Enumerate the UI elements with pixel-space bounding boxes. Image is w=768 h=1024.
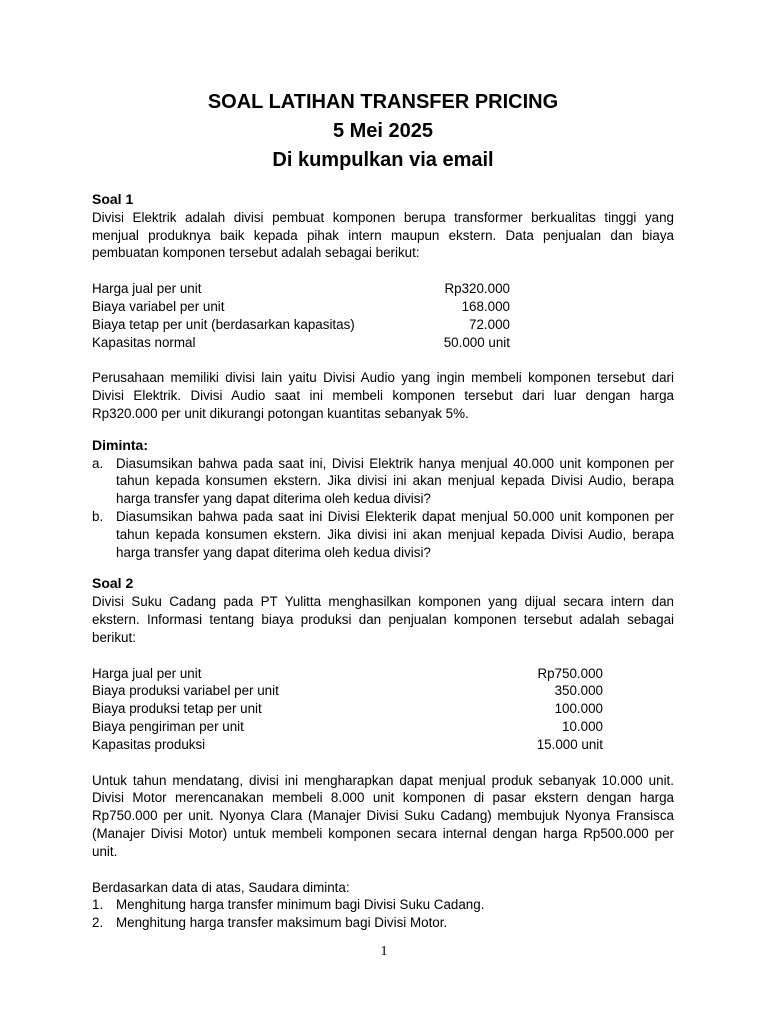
title-line-3: Di kumpulkan via email <box>272 149 494 171</box>
title-line-1: SOAL LATIHAN TRANSFER PRICING <box>207 91 559 113</box>
row-value: 72.000 <box>469 316 510 332</box>
diminta-heading: Diminta: <box>92 436 148 453</box>
soal1-paragraph-2: Perusahaan memiliki divisi lain yaitu Divisi Audio yang ingin membeli komponen tersebut dari Divisi Elektrik. Divisi Audio saat ini membeli komponen tersebut dari luar dengan harga Rp320.000 per unit dikurangi potongan kuantitas sebanyak 5%. <box>92 370 674 421</box>
list-item <box>92 508 674 561</box>
row-value: 50.000 unit <box>443 334 510 350</box>
title-line-2: 5 Mei 2025 <box>332 120 434 142</box>
table-row <box>92 665 603 683</box>
soal2-request: Berdasarkan data di atas, Saudara diminta: <box>92 879 350 895</box>
table-row <box>92 700 603 718</box>
table-row <box>92 316 510 334</box>
table-row <box>92 718 603 736</box>
soal1-intro: Divisi Elektrik adalah divisi pembuat komponen berupa transformer berkualitas tinggi yang menjual produknya baik kepada pihak intern maupun ekstern. Data penjualan dan biaya pembuatan komponen tersebut adalah sebagai berikut: <box>92 209 674 261</box>
row-value: 168.000 <box>461 298 510 314</box>
list-text: Menghitung harga transfer maksimum bagi Divisi Motor. <box>116 915 448 931</box>
row-label: Harga jual per unit <box>92 281 202 297</box>
list-item <box>92 455 674 508</box>
list-marker: b. <box>92 508 104 524</box>
row-label: Kapasitas normal <box>92 334 196 350</box>
document-title <box>92 88 674 175</box>
list-marker: 2. <box>92 915 104 931</box>
table-row <box>92 280 510 298</box>
page-number: 1 <box>380 944 388 959</box>
row-label: Biaya variabel per unit <box>92 298 225 314</box>
list-text: Menghitung harga transfer minimum bagi Divisi Suku Cadang. <box>116 897 485 913</box>
row-label: Biaya produksi variabel per unit <box>92 683 279 699</box>
row-value: 10.000 <box>562 718 603 734</box>
soal2-paragraph-2: Untuk tahun mendatang, divisi ini mengharapkan dapat menjual produk sebanyak 10.000 unit. Divisi Motor merencanakan membeli 8.000 unit komponen di pasar ekstern dengan harga Rp750.000 per unit. Nyonya Clara (Manajer Divisi Suku Cadang) membujuk Nyonya Fransisca (Manajer Divisi Motor) untuk membeli komponen secara internal dengan harga Rp500.000 per unit. <box>92 772 674 859</box>
row-value: 15.000 unit <box>536 736 603 752</box>
soal1-data-table <box>92 280 674 351</box>
soal1-heading: Soal 1 <box>92 191 134 207</box>
row-value: Rp750.000 <box>537 665 603 681</box>
row-value: Rp320.000 <box>444 281 510 297</box>
table-row <box>92 682 603 700</box>
row-label: Harga jual per unit <box>92 665 202 681</box>
list-marker: 1. <box>92 897 104 913</box>
list-text: Diasumsikan bahwa pada saat ini, Divisi Elektrik hanya menjual 40.000 unit komponen per tahun kepada konsumen ekstern. Jika divisi ini akan menjual kepada Divisi Audio, berapa harga transfer yang dapat diterima oleh kedua divisi? <box>116 455 674 507</box>
soal2-intro: Divisi Suku Cadang pada PT Yulitta menghasilkan komponen yang dijual secara intern dan ekstern. Informasi tentang biaya produksi dan penjualan komponen tersebut adalah sebagai berikut: <box>92 594 674 645</box>
soal2-heading: Soal 2 <box>92 575 134 592</box>
soal2-data-table <box>92 665 674 754</box>
list-text: Diasumsikan bahwa pada saat ini Divisi Elekterik dapat menjual 50.000 unit komponen per tahun kepada konsumen ekstern. Jika divisi ini akan menjual kepada Divisi Audio, berapa harga transfer yang dapat diterima oleh kedua divisi? <box>116 508 674 560</box>
table-row <box>92 298 510 316</box>
row-label: Kapasitas produksi <box>92 736 206 752</box>
table-row <box>92 736 603 754</box>
row-label: Biaya tetap per unit (berdasarkan kapasitas) <box>92 316 355 332</box>
row-value: 100.000 <box>554 701 603 717</box>
row-label: Biaya pengiriman per unit <box>92 718 244 734</box>
row-value: 350.000 <box>554 683 603 699</box>
list-marker: a. <box>92 455 104 471</box>
row-label: Biaya produksi tetap per unit <box>92 701 262 717</box>
list-item <box>92 914 674 932</box>
document-page <box>92 88 674 932</box>
table-row <box>92 334 510 352</box>
list-item <box>92 896 674 914</box>
